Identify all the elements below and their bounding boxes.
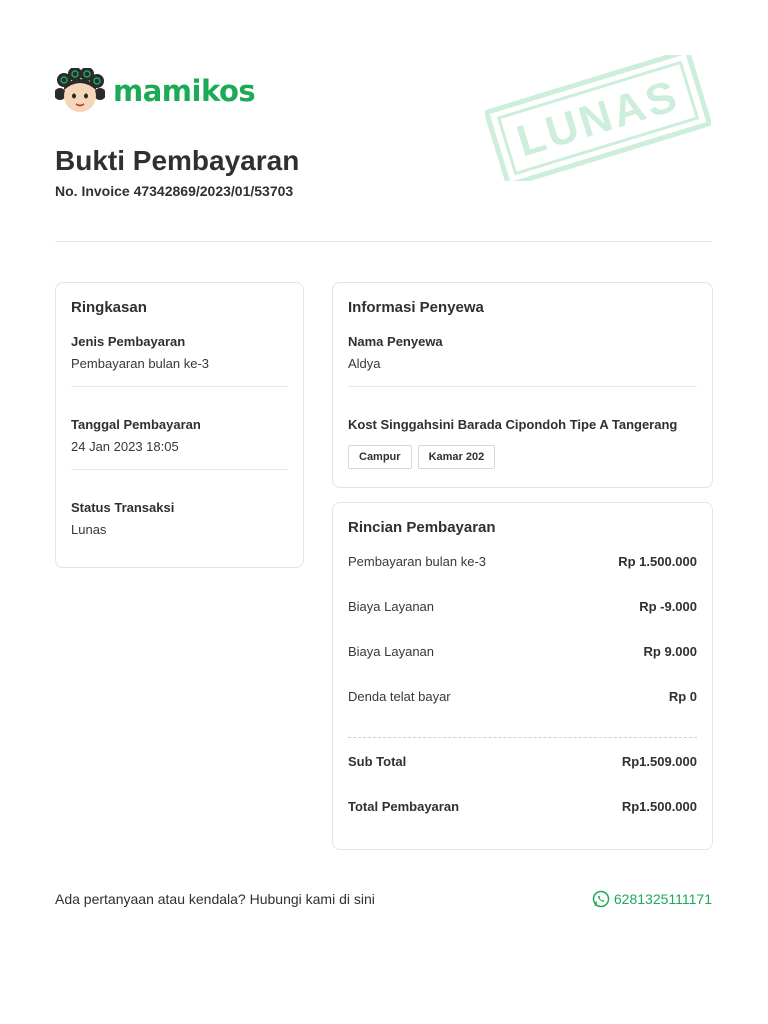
- detail-amount: Rp 1.500.000: [618, 554, 697, 569]
- summary-field-status: [71, 500, 288, 552]
- subtotal-amount: Rp1.509.000: [621, 754, 697, 769]
- stamp-text: LUNAS: [511, 70, 685, 167]
- summary-divider: [71, 469, 288, 470]
- field-label: Jenis Pembayaran: [71, 334, 186, 349]
- lunas-stamp: [485, 55, 711, 181]
- brand-name: mamikos: [113, 74, 256, 108]
- details-title: Rincian Pembayaran: [348, 519, 496, 536]
- summary-card: [55, 282, 304, 568]
- tenant-title: Informasi Penyewa: [348, 299, 484, 316]
- page-title: Bukti Pembayaran: [55, 145, 300, 176]
- property-name: Kost Singgahsini Barada Cipondoh Tipe A Tangerang: [348, 417, 678, 432]
- detail-label: Biaya Layanan: [348, 644, 435, 659]
- whatsapp-contact-link[interactable]: [591, 889, 712, 909]
- tenant-divider: [348, 386, 697, 387]
- total-amount: Rp1.500.000: [621, 799, 697, 814]
- detail-amount: Rp 9.000: [643, 644, 697, 659]
- detail-amount: Rp 0: [668, 689, 697, 704]
- tenant-name-value: Aldya: [348, 356, 381, 371]
- tag-room: Kamar 202: [418, 445, 496, 469]
- invoice-number: [55, 183, 293, 199]
- invoice-label: No. Invoice: [55, 183, 130, 199]
- tenant-card: [332, 282, 713, 488]
- summary-field-payment-date: [71, 417, 288, 469]
- detail-label: Pembayaran bulan ke-3: [348, 554, 487, 569]
- payment-details-card: [332, 502, 713, 850]
- property-tags: [348, 445, 697, 469]
- field-value: Pembayaran bulan ke-3: [71, 356, 210, 371]
- detail-row: [348, 599, 697, 644]
- help-text: Ada pertanyaan atau kendala? Hubungi kami di sini: [55, 891, 375, 907]
- tenant-name-field: [348, 334, 697, 386]
- dashed-divider: [348, 737, 697, 738]
- tag-gender: Campur: [348, 445, 412, 469]
- whatsapp-number: 6281325111171: [613, 891, 712, 907]
- summary-divider: [71, 386, 288, 387]
- summary-field-payment-type: [71, 334, 288, 386]
- tenant-name-label: Nama Penyewa: [348, 334, 443, 349]
- summary-title: Ringkasan: [71, 299, 147, 316]
- total-label: Total Pembayaran: [348, 799, 460, 814]
- total-row: [348, 799, 697, 844]
- detail-row: [348, 644, 697, 689]
- detail-row: [348, 689, 697, 734]
- field-label: Status Transaksi: [71, 500, 175, 515]
- detail-label: Denda telat bayar: [348, 689, 451, 704]
- subtotal-row: [348, 754, 697, 799]
- field-label: Tanggal Pembayaran: [71, 417, 201, 432]
- field-value: 24 Jan 2023 18:05: [71, 439, 179, 454]
- subtotal-label: Sub Total: [348, 754, 407, 769]
- invoice-value: 47342869/2023/01/53703: [133, 183, 294, 199]
- whatsapp-icon: [591, 889, 611, 909]
- detail-amount: Rp -9.000: [639, 599, 697, 614]
- header-divider: [55, 241, 712, 242]
- detail-label: Biaya Layanan: [348, 599, 435, 614]
- brand-header: [55, 68, 255, 114]
- mamikos-mascot-icon: [55, 68, 105, 114]
- field-value: Lunas: [71, 522, 107, 537]
- detail-row: [348, 554, 697, 599]
